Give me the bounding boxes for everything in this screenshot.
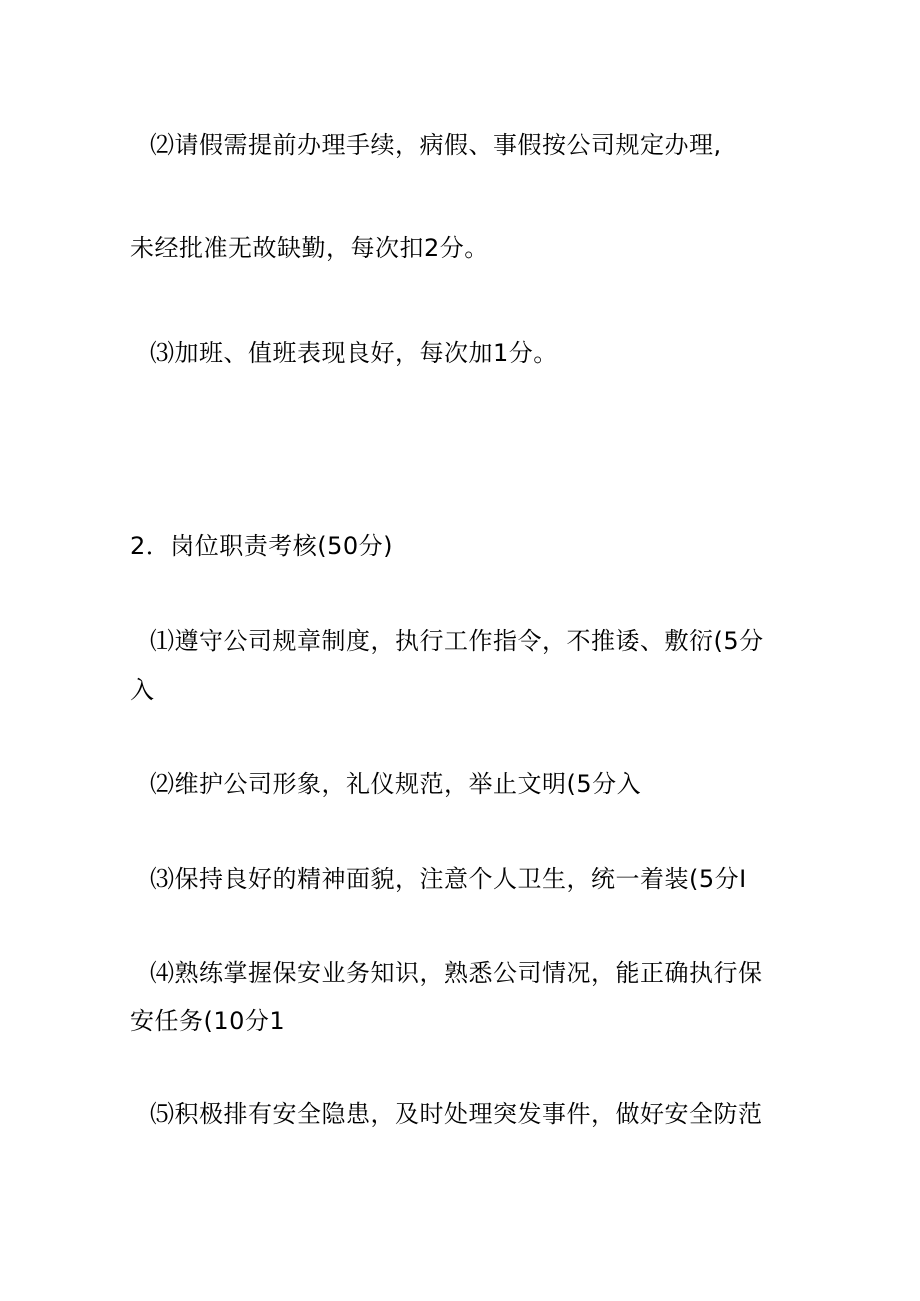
paragraph-line: ⑸积极排有安全隐患，及时处理突发事件，做好安全防范 — [150, 1100, 763, 1128]
paragraph-line: ⑶保持良好的精神面貌，注意个人卫生，统一着装(5分I — [150, 865, 747, 893]
section-heading: 2．岗位职责考核(50分) — [130, 532, 394, 560]
paragraph-line: ⑷熟练掌握保安业务知识，熟悉公司情况，能正确执行保 — [150, 959, 763, 987]
paragraph-line: 入 — [130, 676, 155, 704]
paragraph-line: ⑴遵守公司规章制度，执行工作指令，不推诿、敷衍(5分 — [150, 627, 764, 655]
paragraph-line: ⑵维护公司形象，礼仪规范，举止文明(5分入 — [150, 770, 642, 798]
paragraph-line: ⑵请假需提前办理手续，病假、事假按公司规定办理, — [150, 131, 722, 159]
paragraph-line: ⑶加班、值班表现良好，每次加1分。 — [150, 339, 558, 367]
paragraph-line: 未经批准无故缺勤，每次扣2分。 — [130, 234, 489, 262]
paragraph-line: 安任务(10分1 — [130, 1007, 286, 1035]
